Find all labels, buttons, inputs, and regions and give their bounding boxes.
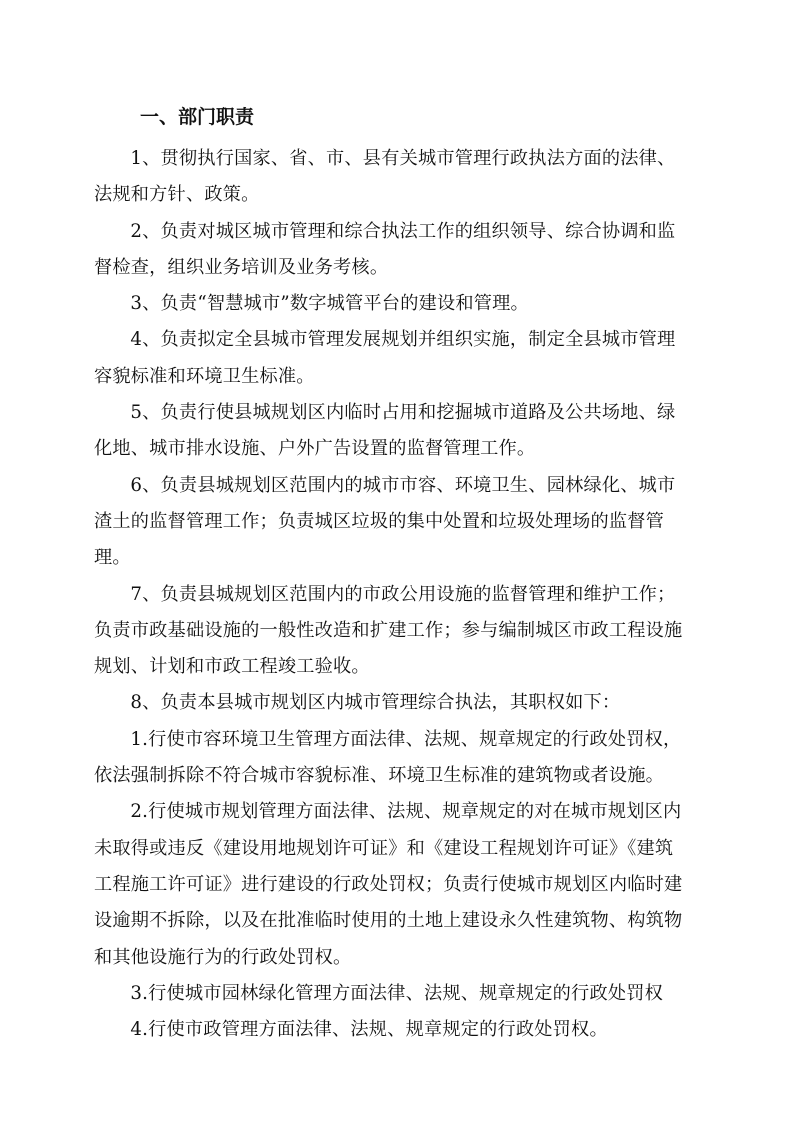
power-item-4: 4.行使市政管理方面法律、法规、规章规定的行政处罚权。 bbox=[130, 1019, 608, 1041]
duty-paragraph-3: 3、负责“智慧城市”数字城管平台的建设和管理。 bbox=[130, 293, 529, 315]
duty-paragraph-1: 1、贯彻执行国家、省、市、县有关城市管理行政执法方面的法律、 法规和方针、政策。 bbox=[94, 148, 676, 206]
duty-paragraph-4: 4、负责拟定全县城市管理发展规划并组织实施，制定全县城市管理 容貌标准和环境卫生标准。 bbox=[94, 329, 676, 387]
duty-paragraph-2: 2、负责对城区城市管理和综合执法工作的组织领导、综合协调和监 督检查，组织业务培训及业务考核。 bbox=[94, 220, 676, 278]
duty-paragraph-8: 8、负责本县城市规划区内城市管理综合执法，其职权如下： bbox=[130, 692, 621, 714]
duty-paragraph-7: 7、负责县城规划区范围内的市政公用设施的监督管理和维护工作； 负责市政基础设施的一般性改造和扩建工作；参与编制城区市政工程设施 规划、计划和市政工程竣工验收。 bbox=[94, 583, 683, 678]
duty-paragraph-6: 6、负责县城规划区范围内的城市市容、环境卫生、园林绿化、城市 渣土的监督管理工作；负责城区垃圾的集中处置和垃圾处理场的监督管 理。 bbox=[94, 474, 676, 569]
duties-list bbox=[94, 141, 702, 1048]
duty-paragraph-5: 5、负责行使县城规划区内临时占用和挖掘城市道路及公共场地、绿 化地、城市排水设施、户外广告设置的监督管理工作。 bbox=[94, 402, 676, 460]
power-item-2: 2.行使城市规划管理方面法律、法规、规章规定的对在城市规划区内 未取得或违反《建设用地规划许可证》和《建设工程规划许可证》《建筑 工程施工许可证》进行建设的行政处罚权；负责行使城市规划区内临时建 设逾期不拆除，以及在批准临时使用的土地上建设永久性建筑物、构筑物 和其他设施行为的行政处罚权。 bbox=[94, 801, 683, 968]
power-item-1: 1.行使市容环境卫生管理方面法律、法规、规章规定的行政处罚权， 依法强制拆除不符合城市容貌标准、环境卫生标准的建筑物或者设施。 bbox=[94, 728, 682, 787]
power-item-3: 3.行使城市园林绿化管理方面法律、法规、规章规定的行政处罚权 bbox=[130, 982, 663, 1004]
section-heading: 一、部门职责 bbox=[140, 106, 255, 128]
